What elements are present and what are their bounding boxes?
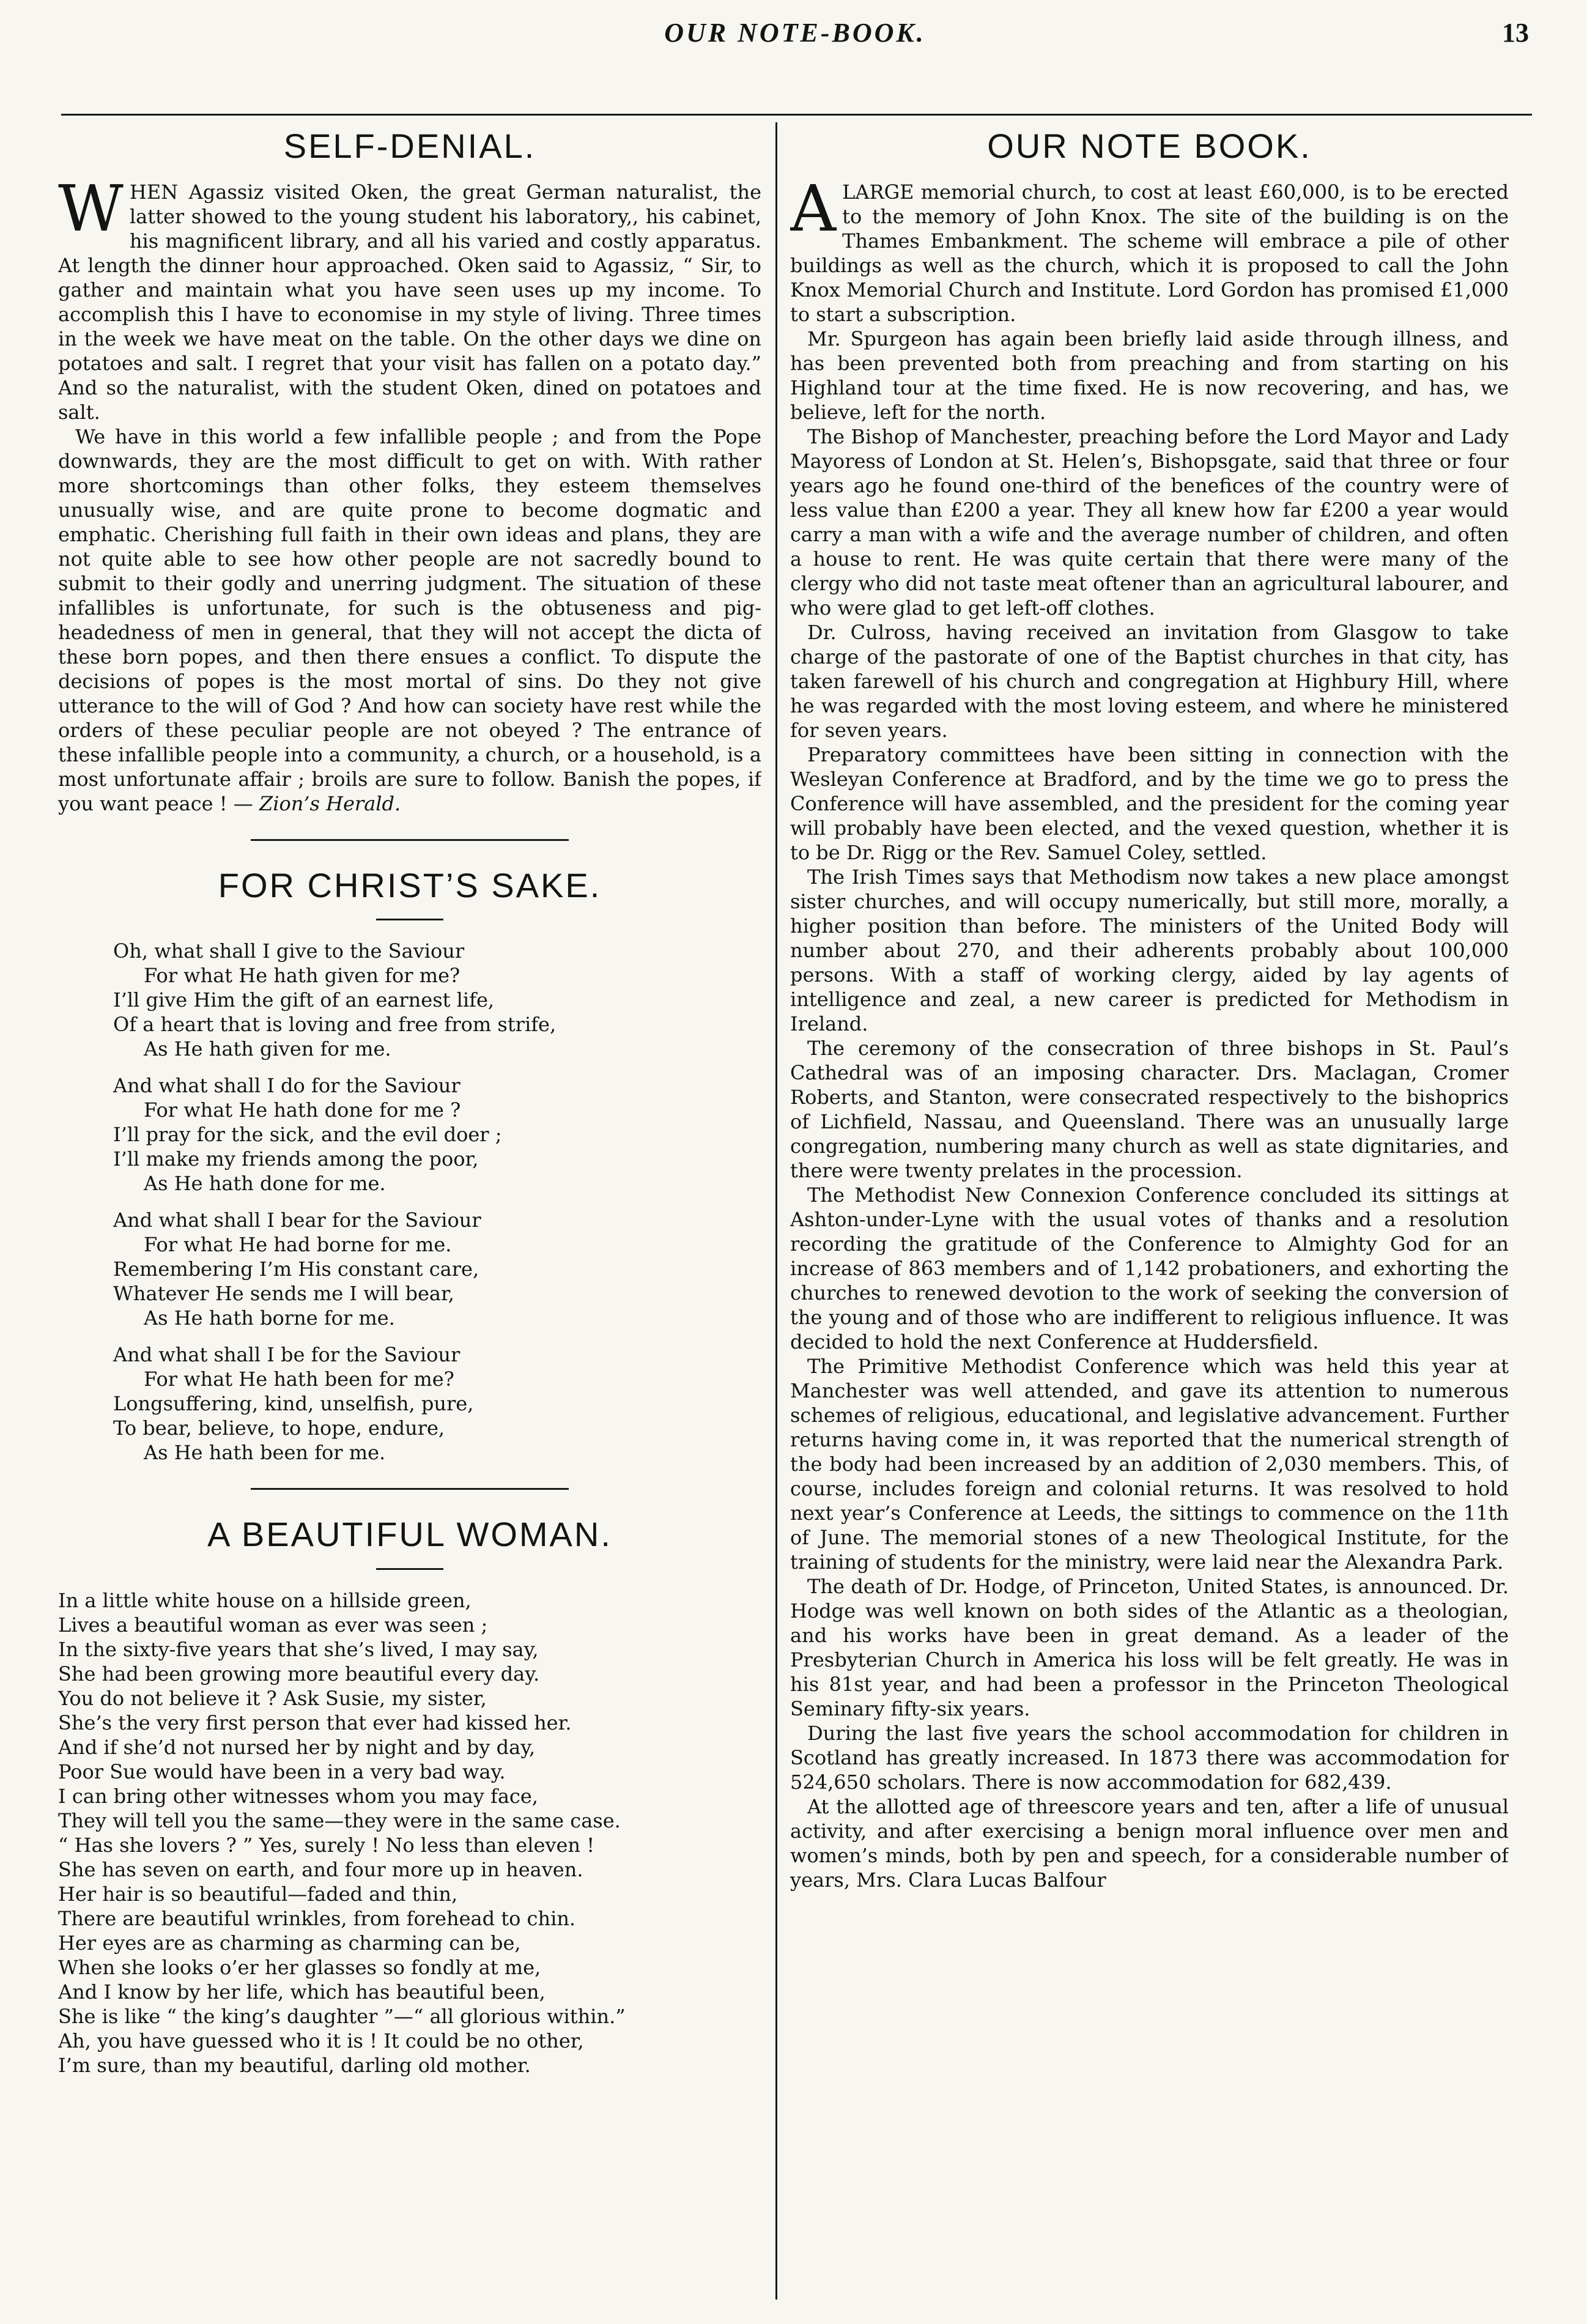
poem-line: Longsuffering, kind, unselfish, pure, [113, 1392, 474, 1416]
article-paragraph [790, 1183, 1509, 1354]
running-title: OUR NOTE-BOOK. [664, 18, 926, 48]
article-paragraph [790, 327, 1509, 424]
poem-title: FOR CHRIST’S SAKE. [218, 865, 602, 905]
poem-line: She has seven on earth, and four more up in heaven. [58, 1857, 583, 1881]
poem-stanzas [58, 939, 761, 1465]
paragraph-text: The Methodist New Connexion Conference concluded its sittings at Ashton-under-Lyne with the usual votes of thanks and a resolution recording the gratitude of the Conference to Almighty God for an increase of 863 members and of 1,142 probationers, and exhorting the churches to renewed devotion to the work of seeking the conversion of the young and of those who are indifferent to religious influence. It was decided to hold the next Conference at Huddersfield. [790, 1183, 1509, 1353]
poem-line: I’ll make my friends among the poor, [113, 1147, 479, 1171]
section-divider [251, 1488, 569, 1490]
poem-line: I’ll pray for the sick, and the evil doer ; [113, 1123, 502, 1147]
poem-lines [58, 1588, 761, 2078]
article-title: SELF-DENIAL. [283, 127, 536, 165]
article-paragraph [790, 1036, 1509, 1183]
article-paragraph [790, 620, 1509, 742]
paragraph-text: Preparatory committees have been sitting in connection with the Wesleyan Conference at Bradford, and by the time we go to press the Conference will have assembled, and the president for the coming year will probably have been elected, and the vexed question, whether it is to be Dr. Rigg or the Rev. Samuel Coley, settled. [790, 742, 1509, 864]
poem-line: “ Has she lovers ? ” Yes, surely ! No less than eleven ! [58, 1833, 595, 1857]
article-paragraph [790, 1794, 1509, 1892]
poem-line: In the sixty-five years that she’s lived, I may say, [58, 1637, 539, 1661]
article-paragraph [790, 424, 1509, 620]
poem-line: And what shall I bear for the Saviour [113, 1208, 481, 1232]
article-paragraph [790, 1721, 1509, 1794]
poem-line: She is like “ the king’s daughter ”—“ all glorious within.” [58, 2004, 626, 2028]
poem-line: And I know by her life, which has beautiful been, [58, 1980, 546, 2004]
section-divider [251, 839, 569, 841]
article-self-denial [58, 127, 761, 816]
article-paragraph [790, 1354, 1509, 1574]
poem-line: I can bring other witnesses whom you may face, [58, 1784, 538, 1808]
poem-line: Remembering I’m His constant care, [113, 1257, 479, 1281]
poem-line: For what He had borne for me. [144, 1233, 452, 1257]
poem-line: To bear, believe, to hope, endure, [113, 1416, 445, 1440]
header-rule [61, 114, 1532, 116]
poem-line: And if she’d not nursed her by night and by day, [58, 1735, 536, 1759]
poem-line: Ah, you have guessed who it is ! It could be no other, [58, 2029, 584, 2052]
drop-cap: A [790, 171, 837, 246]
left-column [58, 127, 761, 2304]
right-column [790, 127, 1509, 2304]
poem-line: There are beautiful wrinkles, from forehead to chin. [58, 1906, 576, 1930]
poem-line: They will tell you the same—they were in the same case. [58, 1808, 621, 1832]
article-our-note-book [790, 127, 1509, 1892]
poem-title: A BEAUTIFUL WOMAN. [207, 1515, 612, 1554]
column-divider [775, 122, 777, 2300]
article-paragraph [790, 865, 1509, 1036]
paragraph-text: At the allotted age of threescore years and ten, after a life of unusual activity, and after exercising a benign moral influence over men and women’s minds, both by pen and speech, for a considerable number of years, Mrs. Clara Lucas Balfour [790, 1794, 1509, 1892]
paragraph-text: HEN Agassiz visited Oken, the great German naturalist, the latter showed to the young student his laboratory,, his cabinet, his magnificent library, and all his varied and costly apparatus. At length the dinner hour approached. Oken said to Agassiz, “ Sir, to gather and maintain what you have seen uses up my income. To accomplish this I have to economise in my style of living. Three times in the week we have meat on the table. On the other days we dine on potatoes and salt. I regret that your visit has fallen on a potato day.” And so the naturalist, with the student Oken, dined on potatoes and salt. [58, 180, 761, 424]
paragraph-text: During the last five years the school accommodation for children in Scotland has greatly increased. In 1873 there was accommodation for 524,650 scholars. There is now accommodation for 682,439. [790, 1721, 1509, 1794]
source-attribution: Zion’s Herald. [259, 791, 401, 815]
drop-cap: W [58, 171, 124, 246]
poem-line: Oh, what shall I give to the Saviour [113, 939, 465, 963]
paragraph-text: Mr. Spurgeon has again been briefly laid aside through illness, and has been prevented both from preaching and from starting on his Highland tour at the time fixed. He is now recovering, and has, we believe, left for the north. [790, 327, 1509, 424]
page-header [0, 0, 1587, 122]
poem-line: For what He hath given for me? [144, 964, 461, 988]
poem-line: As He hath been for me. [144, 1441, 386, 1465]
paragraph-text: Dr. Culross, having received an invitation from Glasgow to take charge of the pastorate of one of the Baptist churches in that city, has taken farewell of his church and congregation at Highbury Hill, where he was regarded with the most loving esteem, and where he ministered for seven years. [790, 620, 1509, 742]
article-body [790, 171, 1509, 1892]
title-rule [376, 1568, 443, 1570]
poem-line: And what shall I be for the Saviour [113, 1343, 461, 1367]
paragraph-text: LARGE memorial church, to cost at least £60,000, is to be erected to the memory of John Knox. The site of the building is on the Thames Embankment. The scheme will embrace a pile of other buildings as well as the church, which it is proposed to call the John Knox Memorial Church and Institute. Lord Gordon has promised £1,000 to start a subscription. [790, 180, 1509, 326]
poem-line: As He hath borne for me. [144, 1306, 395, 1330]
poem-line: Whatever He sends me I will bear, [113, 1282, 454, 1306]
paragraph-text: The Bishop of Manchester, preaching before the Lord Mayor and Lady Mayoress of London at St. Helen’s, Bishopsgate, said that three or four years ago he found one-third of the benefices of the country were of less value than £200 a year. They all knew how far £200 a year would carry a man with a wife and the average number of children, and often a house to rent. He was quite certain that there were many of the clergy who did not taste meat oftener than an agricultural labourer, and who were glad to get left-off clothes. [790, 424, 1509, 620]
stanza [113, 1208, 761, 1330]
poem-line: For what He hath been for me? [144, 1367, 454, 1391]
page-number: 13 [1502, 18, 1529, 48]
poem-for-christs-sake [58, 867, 761, 1465]
poem-line: I’m sure, than my beautiful, darling old mother. [58, 2053, 531, 2077]
poem-line: I’ll give Him the gift of an earnest life, [113, 988, 495, 1012]
poem-line: Lives a beautiful woman as ever was seen ; [58, 1613, 488, 1637]
article-paragraph [58, 424, 761, 816]
article-paragraph [790, 171, 1509, 327]
poem-line: As He hath given for me. [144, 1037, 391, 1061]
poem-line: In a little white house on a hillside green, [58, 1588, 472, 1612]
paragraph-text: The ceremony of the consecration of three bishops in St. Paul’s Cathedral was of an imposing character. Drs. Maclagan, Cromer Roberts, and Stanton, were consecrated respectively to the bishoprics of Lichfield, Nassau, and Queensland. There was an unusually large congregation, numbering many church as well as state dignitaries, and there were twenty prelates in the procession. [790, 1036, 1509, 1182]
article-title: OUR NOTE BOOK. [987, 127, 1312, 165]
poem-line: For what He hath done for me ? [144, 1098, 461, 1122]
poem-line: You do not believe it ? Ask Susie, my sister, [58, 1686, 487, 1710]
poem-line: When she looks o’er her glasses so fondly at me, [58, 1955, 541, 1979]
poem-line: Her eyes are as charming as charming can be, [58, 1931, 521, 1955]
title-rule [376, 919, 443, 920]
poem-line: Poor Sue would have been in a very bad way. [58, 1760, 506, 1783]
article-paragraph [58, 171, 761, 424]
stanza [113, 939, 761, 1061]
paragraph-text: The death of Dr. Hodge, of Princeton, United States, is announced. Dr. Hodge was well known on both sides of the Atlantic as a theologian, and his works have been in great demand. As a leader of the Presbyterian Church in America his loss will be felt greatly. He was in his 81st year, and had been a professor in the Princeton Theological Seminary fifty-six years. [790, 1574, 1509, 1720]
paragraph-text: The Primitive Methodist Conference which was held this year at Manchester was well attended, and gave its attention to numerous schemes of religious, educational, and legislative advancement. Further returns having come in, it was reported that the numerical strength of the body had been increased by an addition of 2,030 members. This, of course, includes foreign and colonial returns. It was resolved to hold next year’s Conference at Leeds, the sittings to commence on the 11th of June. The memorial stones of a new Theological Institute, for the training of students for the ministry, were laid near the Alexandra Park. [790, 1354, 1509, 1574]
poem-line: Of a heart that is loving and free from strife, [113, 1013, 557, 1037]
stanza [113, 1073, 761, 1196]
article-paragraph [790, 1574, 1509, 1721]
poem-line: Her hair is so beautiful—faded and thin, [58, 1882, 458, 1906]
paragraph-text: The Irish Times says that Methodism now takes a new place amongst sister churches, and will occupy numerically, but still more, morally, a higher position than before. The ministers of the United Body will number about 270, and their adherents probably about 100,000 persons. With a staff of working clergy, aided by lay agents of intelligence and zeal, a new career is predicted for Methodism in Ireland. [790, 865, 1509, 1035]
poem-line: She’s the very first person that ever had kissed her. [58, 1711, 572, 1734]
poem-line: And what shall I do for the Saviour [113, 1074, 461, 1098]
stanza [113, 1342, 761, 1465]
article-paragraph [790, 742, 1509, 865]
poem-line: As He hath done for me. [144, 1172, 386, 1196]
poem-line: She had been growing more beautiful every day. [58, 1662, 540, 1686]
paragraph-text: We have in this world a few infallible people ; and from the Pope downwards, they are the most difficult to get on with. With rather more shortcomings than other folks, they esteem themselves unusually wise, and are quite prone to become dogmatic and emphatic. Cherishing full faith in their own ideas and plans, they are not quite able to see how other people are not sacredly bound to submit to their godly and unerring judgment. The situation of these infallibles is unfortunate, for such is the obtuseness and pig-headedness of men in general, that they will not accept the dicta of these born popes, and then there ensues a conflict. To dispute the decisions of popes is the most mortal of sins. Do they not give utterance to the will of God ? And how can society have rest while the orders of these peculiar people are not obeyed ? The entrance of these infallible people into a community, a church, or a household, is a most unfortunate affair ; broils are sure to follow. Banish the popes, if you want peace ! — [58, 424, 761, 815]
poem-beautiful-woman [58, 1515, 761, 2078]
